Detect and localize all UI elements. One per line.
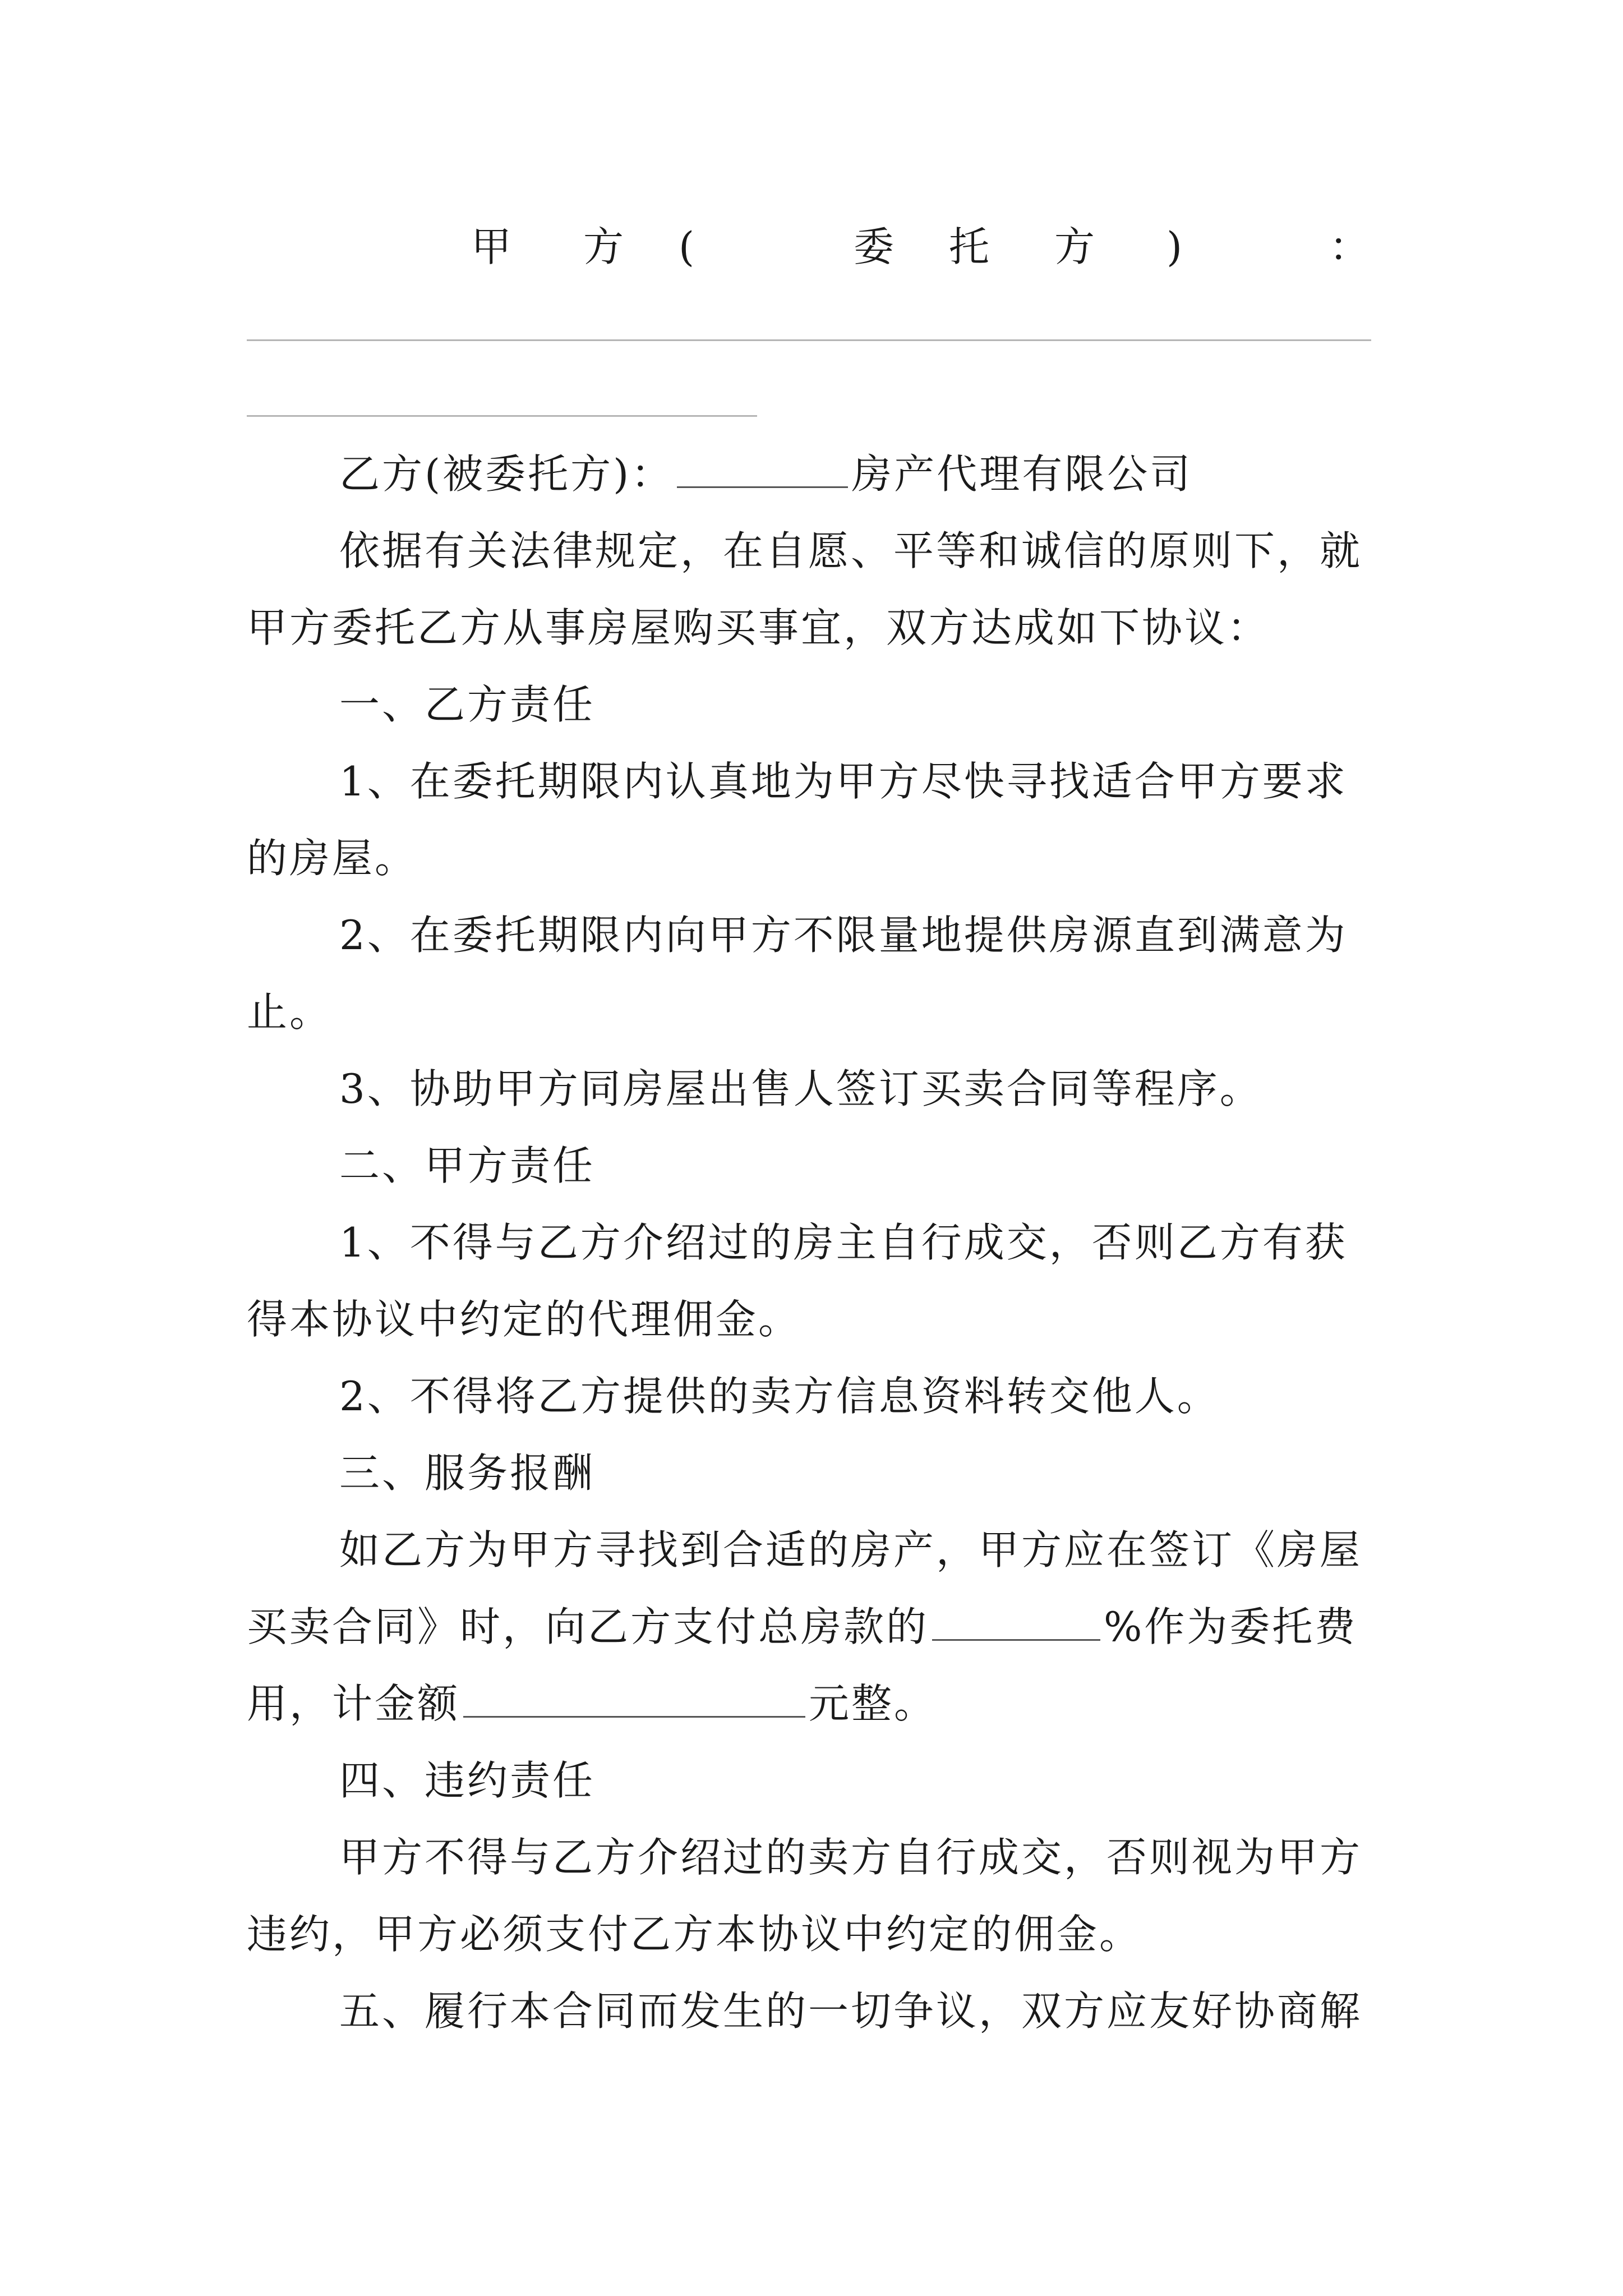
section-3-line-2 [247,1599,1357,1655]
intro-line-1: 依据有关法律规定，在自愿、平等和诚信的原则下，就 [339,527,1363,574]
heading-char: 托 [949,223,990,270]
section-1-item-1-line-2: 的房屋。 [247,835,418,882]
section-5-line-1: 五、履行本合同而发生的一切争议，双方应友好协商解 [339,1987,1363,2035]
section-2-item-1-line-1: 1、不得与乙方介绍过的房主自行成交，否则乙方有获 [339,1219,1348,1266]
section-3-line-3 [247,1676,937,1732]
section-4-line-1: 甲方不得与乙方介绍过的卖方自行成交，否则视为甲方 [339,1834,1363,1881]
section-3-title: 三、服务报酬 [339,1450,596,1497]
heading-char: 方 [1054,223,1095,270]
section-1-item-2-line-1: 2、在委托期限内向甲方不限量地提供房源直到满意为 [339,912,1348,959]
section-1-item-1-line-1: 1、在委托期限内认真地为甲方尽快寻找适合甲方要求 [339,758,1348,805]
party-b-label: 乙方(被委托方)： [339,450,674,498]
section-3-line-3-suffix: 元整。 [809,1680,937,1727]
section-4-line-2: 违约，甲方必须支付乙方本协议中约定的佣金。 [247,1911,1142,1958]
intro-line-2: 甲方委托乙方从事房屋购买事宜，双方达成如下协议： [247,604,1270,651]
party-b-name-blank [677,449,848,488]
commission-amount-blank [463,1679,805,1718]
section-3-line-1: 如乙方为甲方寻找到合适的房产，甲方应在签订《房屋 [339,1526,1363,1573]
section-3-line-3-text: 用，计金额 [247,1680,460,1727]
section-2-title: 二、甲方责任 [339,1142,596,1189]
section-1-item-2-line-2: 止。 [247,988,333,1036]
section-4-title: 四、违约责任 [339,1757,596,1804]
section-3-line-2-suffix: %作为委托费 [1104,1603,1358,1650]
section-3-line-2-text: 买卖合同》时，向乙方支付总房款的 [247,1603,929,1650]
section-2-item-2: 2、不得将乙方提供的卖方信息资料转交他人。 [339,1373,1220,1420]
party-a-fill-line-2 [247,415,757,417]
party-a-heading [247,216,1385,278]
heading-char: 方 [583,223,624,270]
section-1-item-3: 3、协助甲方同房屋出售人签订买卖合同等程序。 [339,1065,1262,1112]
heading-char: ： [1329,223,1370,270]
section-2-item-1-line-2: 得本协议中约定的代理佣金。 [247,1296,801,1343]
commission-percent-blank [932,1602,1100,1641]
heading-char: ) [1166,223,1183,270]
party-b-line [339,446,1192,502]
party-a-fill-line [247,339,1371,341]
heading-char: ( [679,223,695,270]
party-b-suffix: 房产代理有限公司 [851,450,1193,498]
heading-char: 甲 [471,223,512,270]
heading-char: 委 [854,223,895,270]
section-1-title: 一、乙方责任 [339,681,596,728]
